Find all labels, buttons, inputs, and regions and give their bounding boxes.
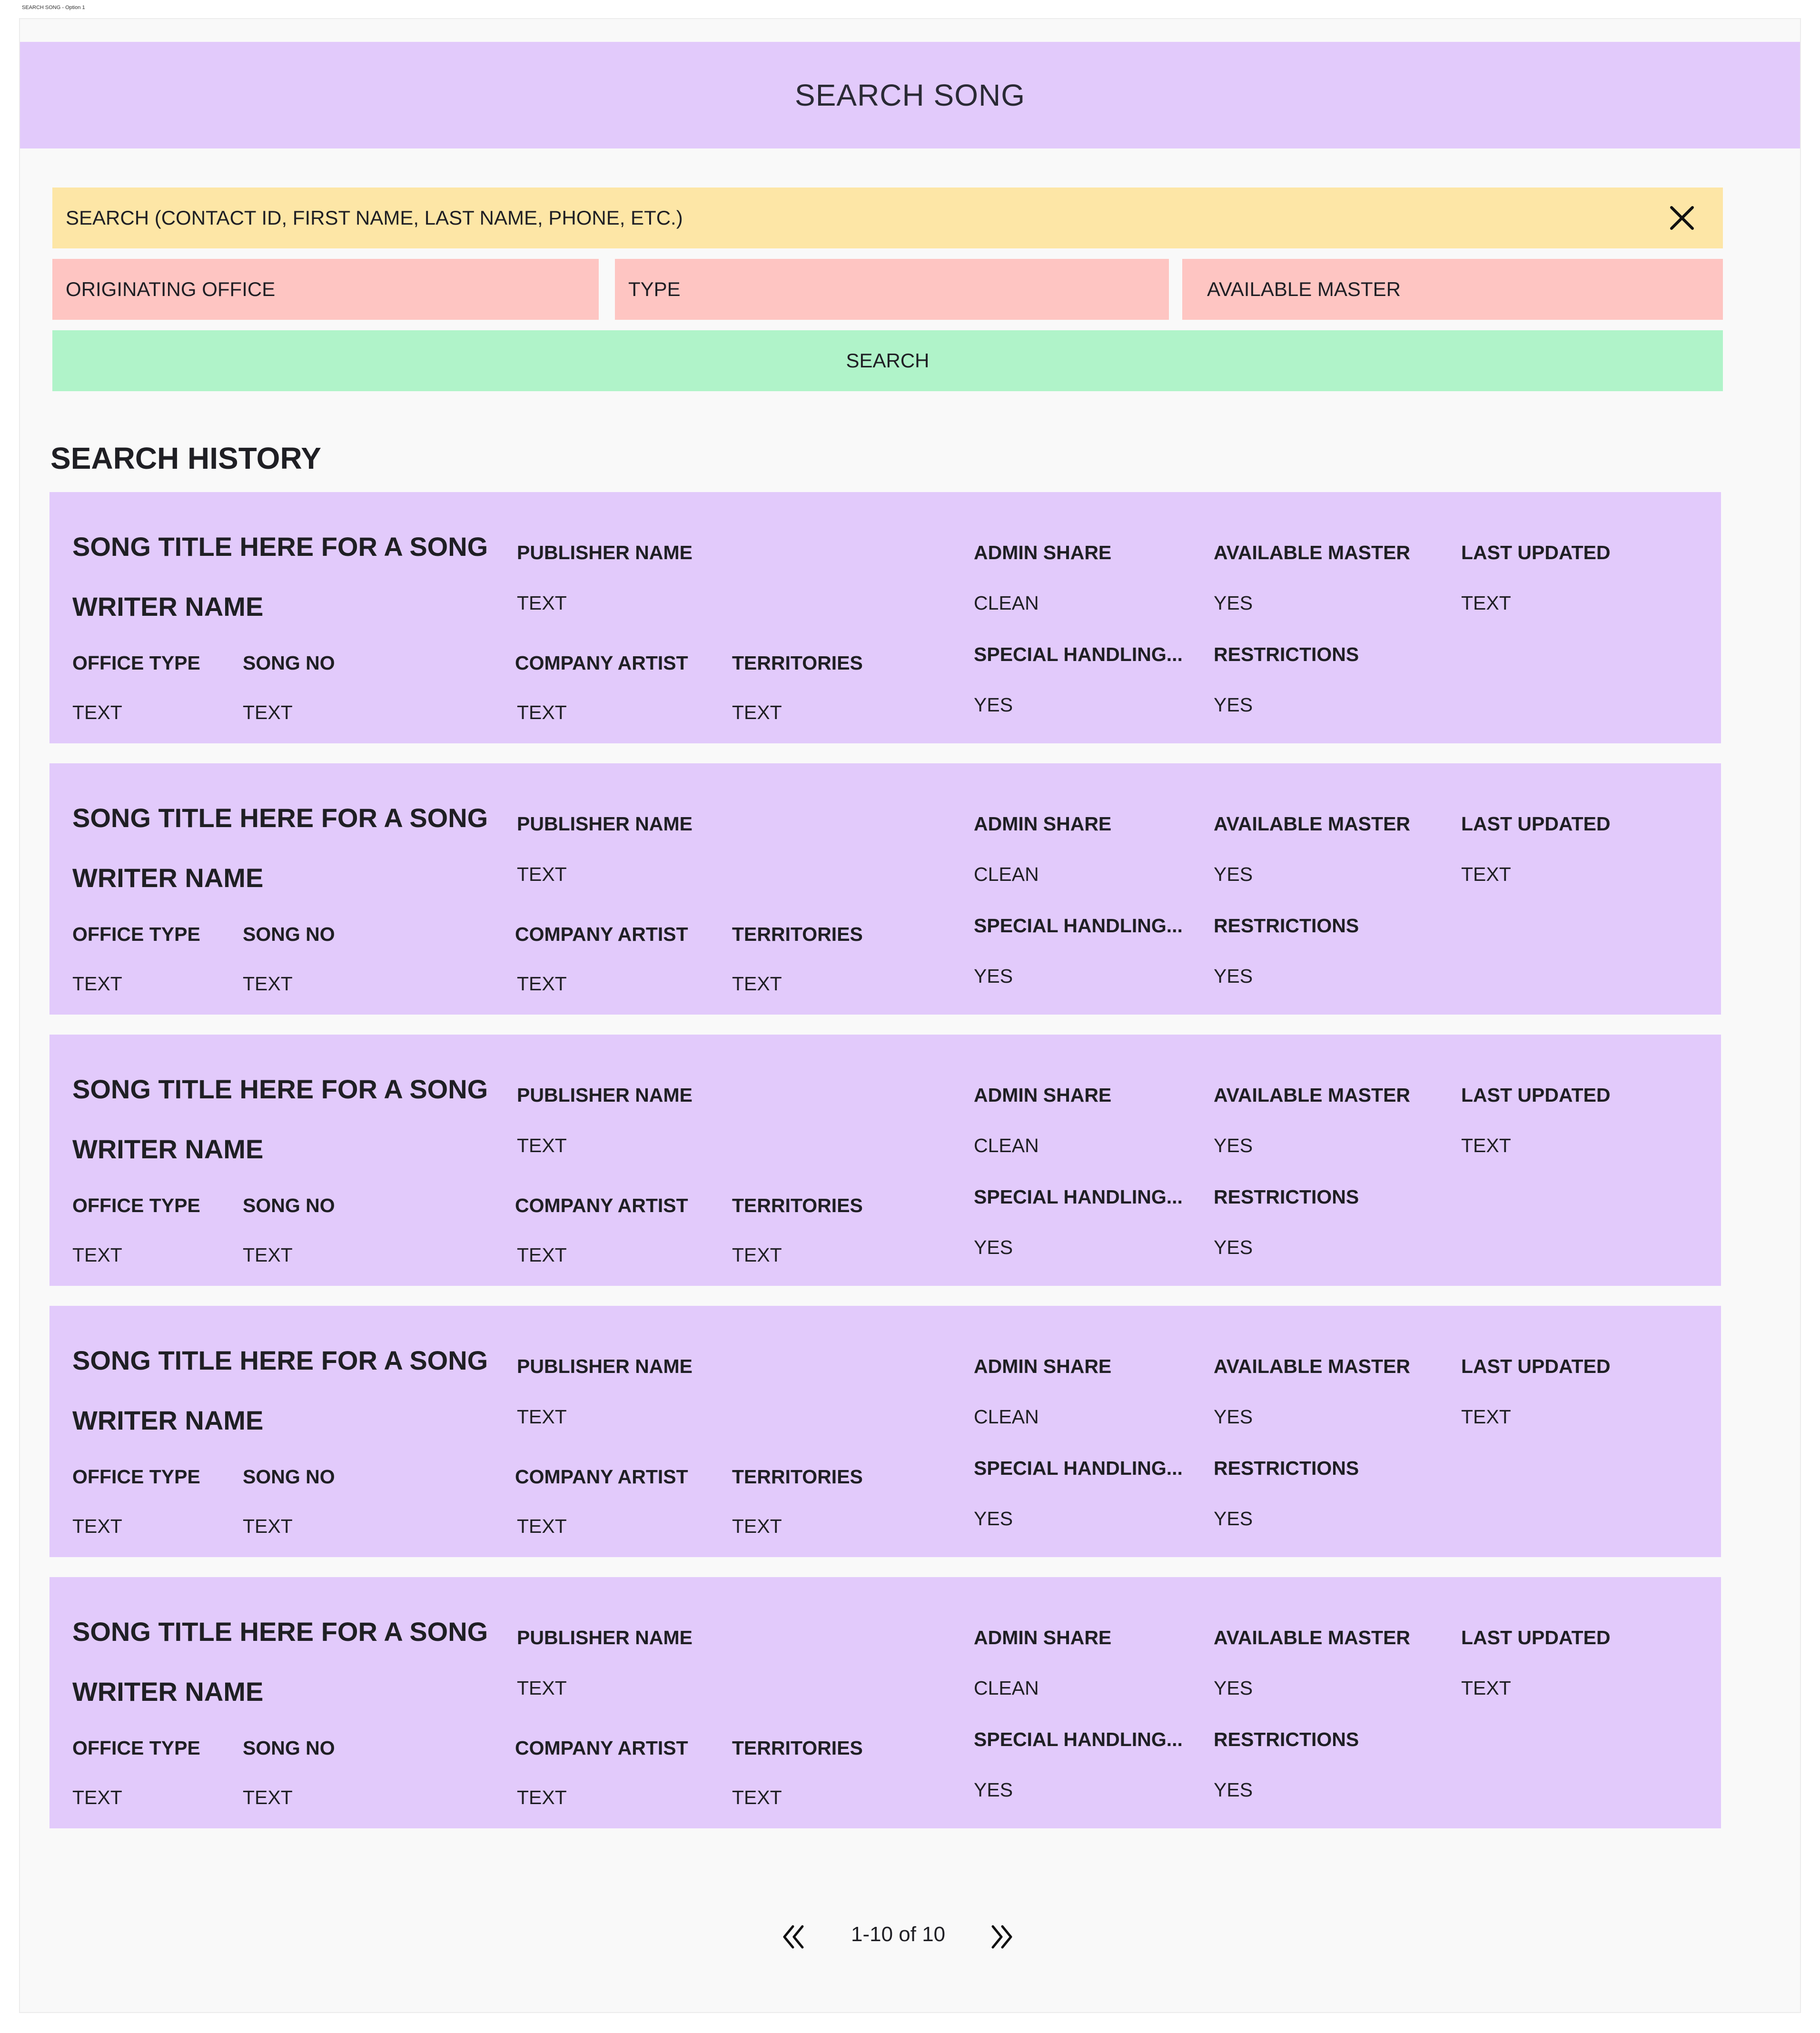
- special-handling-label: SPECIAL HANDLING...: [974, 643, 1183, 665]
- territories-value: TEXT: [732, 701, 782, 723]
- territories-value: TEXT: [732, 973, 782, 995]
- publisher-name-label: PUBLISHER NAME: [517, 542, 693, 563]
- available-master-value: YES: [1214, 1406, 1253, 1428]
- available-master-label: AVAILABLE MASTER: [1207, 278, 1401, 300]
- office-type-label: OFFICE TYPE: [72, 1194, 200, 1216]
- song-result-card[interactable]: [49, 492, 1721, 743]
- available-master-label: AVAILABLE MASTER: [1214, 813, 1411, 835]
- company-artist-value: TEXT: [517, 1786, 567, 1808]
- restrictions-label: RESTRICTIONS: [1214, 1457, 1359, 1479]
- company-artist-value: TEXT: [517, 973, 567, 995]
- song-no-label: SONG NO: [243, 923, 335, 945]
- search-placeholder: SEARCH (CONTACT ID, FIRST NAME, LAST NAME, PHONE, ETC.): [66, 207, 683, 229]
- available-master-label: AVAILABLE MASTER: [1214, 542, 1411, 563]
- close-icon[interactable]: [1668, 204, 1696, 232]
- last-updated-label: LAST UPDATED: [1461, 813, 1611, 835]
- company-artist-label: COMPANY ARTIST: [515, 1194, 688, 1216]
- pagination-range: 1-10 of 10: [851, 1923, 946, 1946]
- publisher-name-label: PUBLISHER NAME: [517, 813, 693, 835]
- app-frame: [19, 18, 1801, 2013]
- company-artist-label: COMPANY ARTIST: [515, 1466, 688, 1488]
- admin-share-value: CLEAN: [974, 1677, 1039, 1699]
- writer-name: WRITER NAME: [72, 592, 264, 622]
- song-no-value: TEXT: [243, 701, 293, 723]
- territories-label: TERRITORIES: [732, 652, 863, 674]
- song-result-card[interactable]: [49, 1306, 1721, 1557]
- available-master-label: AVAILABLE MASTER: [1214, 1355, 1411, 1377]
- admin-share-label: ADMIN SHARE: [974, 1084, 1112, 1106]
- office-type-value: TEXT: [72, 1244, 122, 1266]
- special-handling-label: SPECIAL HANDLING...: [974, 1186, 1183, 1208]
- song-title: SONG TITLE HERE FOR A SONG: [72, 803, 488, 833]
- song-no-label: SONG NO: [243, 1466, 335, 1488]
- last-updated-label: LAST UPDATED: [1461, 1084, 1611, 1106]
- song-no-label: SONG NO: [243, 1194, 335, 1216]
- song-no-value: TEXT: [243, 1515, 293, 1537]
- publisher-name-value: TEXT: [517, 863, 567, 885]
- office-type-value: TEXT: [72, 701, 122, 723]
- search-input[interactable]: [52, 188, 1723, 248]
- search-history-list: [49, 492, 1721, 1848]
- office-type-label: OFFICE TYPE: [72, 1737, 200, 1759]
- admin-share-value: CLEAN: [974, 1406, 1039, 1428]
- admin-share-value: CLEAN: [974, 1135, 1039, 1156]
- territories-value: TEXT: [732, 1515, 782, 1537]
- song-result-card[interactable]: [49, 1577, 1721, 1828]
- publisher-name-label: PUBLISHER NAME: [517, 1355, 693, 1377]
- publisher-name-value: TEXT: [517, 1406, 567, 1428]
- restrictions-label: RESTRICTIONS: [1214, 1186, 1359, 1208]
- song-no-label: SONG NO: [243, 1737, 335, 1759]
- search-button[interactable]: [52, 330, 1723, 391]
- writer-name: WRITER NAME: [72, 1405, 264, 1435]
- admin-share-label: ADMIN SHARE: [974, 1627, 1112, 1648]
- available-master-value: YES: [1214, 592, 1253, 614]
- company-artist-value: TEXT: [517, 701, 567, 723]
- company-artist-label: COMPANY ARTIST: [515, 923, 688, 945]
- song-title: SONG TITLE HERE FOR A SONG: [72, 1345, 488, 1375]
- office-type-value: TEXT: [72, 973, 122, 995]
- restrictions-label: RESTRICTIONS: [1214, 1728, 1359, 1750]
- last-updated-value: TEXT: [1461, 1135, 1511, 1156]
- territories-label: TERRITORIES: [732, 1466, 863, 1488]
- last-updated-value: TEXT: [1461, 592, 1511, 614]
- available-master-value: YES: [1214, 1677, 1253, 1699]
- office-type-value: TEXT: [72, 1786, 122, 1808]
- originating-office-select[interactable]: [52, 259, 599, 320]
- double-chevron-right-icon[interactable]: [986, 1922, 1017, 1952]
- publisher-name-value: TEXT: [517, 1677, 567, 1699]
- admin-share-label: ADMIN SHARE: [974, 1355, 1112, 1377]
- song-no-value: TEXT: [243, 1786, 293, 1808]
- last-updated-label: LAST UPDATED: [1461, 542, 1611, 563]
- admin-share-value: CLEAN: [974, 863, 1039, 885]
- writer-name: WRITER NAME: [72, 1134, 264, 1164]
- restrictions-label: RESTRICTIONS: [1214, 915, 1359, 937]
- territories-label: TERRITORIES: [732, 1737, 863, 1759]
- admin-share-label: ADMIN SHARE: [974, 542, 1112, 563]
- office-type-label: OFFICE TYPE: [72, 923, 200, 945]
- office-type-label: OFFICE TYPE: [72, 652, 200, 674]
- song-no-value: TEXT: [243, 973, 293, 995]
- song-result-card[interactable]: [49, 1035, 1721, 1286]
- writer-name: WRITER NAME: [72, 863, 264, 893]
- last-updated-value: TEXT: [1461, 863, 1511, 885]
- last-updated-label: LAST UPDATED: [1461, 1355, 1611, 1377]
- search-history-title: SEARCH HISTORY: [50, 441, 321, 475]
- publisher-name-label: PUBLISHER NAME: [517, 1627, 693, 1648]
- territories-value: TEXT: [732, 1244, 782, 1266]
- type-label: TYPE: [628, 278, 681, 300]
- restrictions-value: YES: [1214, 965, 1253, 987]
- publisher-name-value: TEXT: [517, 1135, 567, 1156]
- restrictions-value: YES: [1214, 1236, 1253, 1258]
- song-title: SONG TITLE HERE FOR A SONG: [72, 1617, 488, 1647]
- special-handling-label: SPECIAL HANDLING...: [974, 915, 1183, 937]
- song-result-card[interactable]: [49, 763, 1721, 1015]
- special-handling-value: YES: [974, 1508, 1013, 1530]
- restrictions-value: YES: [1214, 1508, 1253, 1530]
- originating-office-label: ORIGINATING OFFICE: [66, 278, 276, 300]
- special-handling-value: YES: [974, 694, 1013, 716]
- territories-value: TEXT: [732, 1786, 782, 1808]
- available-master-value: YES: [1214, 863, 1253, 885]
- admin-share-value: CLEAN: [974, 592, 1039, 614]
- company-artist-value: TEXT: [517, 1515, 567, 1537]
- writer-name: WRITER NAME: [72, 1677, 264, 1707]
- song-title: SONG TITLE HERE FOR A SONG: [72, 1074, 488, 1104]
- publisher-name-value: TEXT: [517, 592, 567, 614]
- song-title: SONG TITLE HERE FOR A SONG: [72, 532, 488, 562]
- pagination: [20, 1917, 1800, 1955]
- restrictions-value: YES: [1214, 694, 1253, 716]
- last-updated-value: TEXT: [1461, 1677, 1511, 1699]
- available-master-label: AVAILABLE MASTER: [1214, 1627, 1411, 1648]
- company-artist-label: COMPANY ARTIST: [515, 1737, 688, 1759]
- special-handling-value: YES: [974, 965, 1013, 987]
- page-header: [20, 42, 1800, 148]
- available-master-value: YES: [1214, 1135, 1253, 1156]
- special-handling-value: YES: [974, 1779, 1013, 1801]
- type-select[interactable]: [615, 259, 1169, 320]
- territories-label: TERRITORIES: [732, 923, 863, 945]
- company-artist-label: COMPANY ARTIST: [515, 652, 688, 674]
- company-artist-value: TEXT: [517, 1244, 567, 1266]
- office-type-value: TEXT: [72, 1515, 122, 1537]
- page-title: SEARCH SONG: [795, 78, 1025, 112]
- publisher-name-label: PUBLISHER NAME: [517, 1084, 693, 1106]
- territories-label: TERRITORIES: [732, 1194, 863, 1216]
- double-chevron-left-icon[interactable]: [779, 1922, 809, 1952]
- admin-share-label: ADMIN SHARE: [974, 813, 1112, 835]
- special-handling-label: SPECIAL HANDLING...: [974, 1457, 1183, 1479]
- special-handling-label: SPECIAL HANDLING...: [974, 1728, 1183, 1750]
- office-type-label: OFFICE TYPE: [72, 1466, 200, 1488]
- song-no-label: SONG NO: [243, 652, 335, 674]
- available-master-label: AVAILABLE MASTER: [1214, 1084, 1411, 1106]
- restrictions-label: RESTRICTIONS: [1214, 643, 1359, 665]
- available-master-select[interactable]: [1182, 259, 1723, 320]
- restrictions-value: YES: [1214, 1779, 1253, 1801]
- special-handling-value: YES: [974, 1236, 1013, 1258]
- frame-label: SEARCH SONG - Option 1: [22, 5, 85, 10]
- last-updated-value: TEXT: [1461, 1406, 1511, 1428]
- song-no-value: TEXT: [243, 1244, 293, 1266]
- search-button-label: SEARCH: [846, 349, 930, 372]
- last-updated-label: LAST UPDATED: [1461, 1627, 1611, 1648]
